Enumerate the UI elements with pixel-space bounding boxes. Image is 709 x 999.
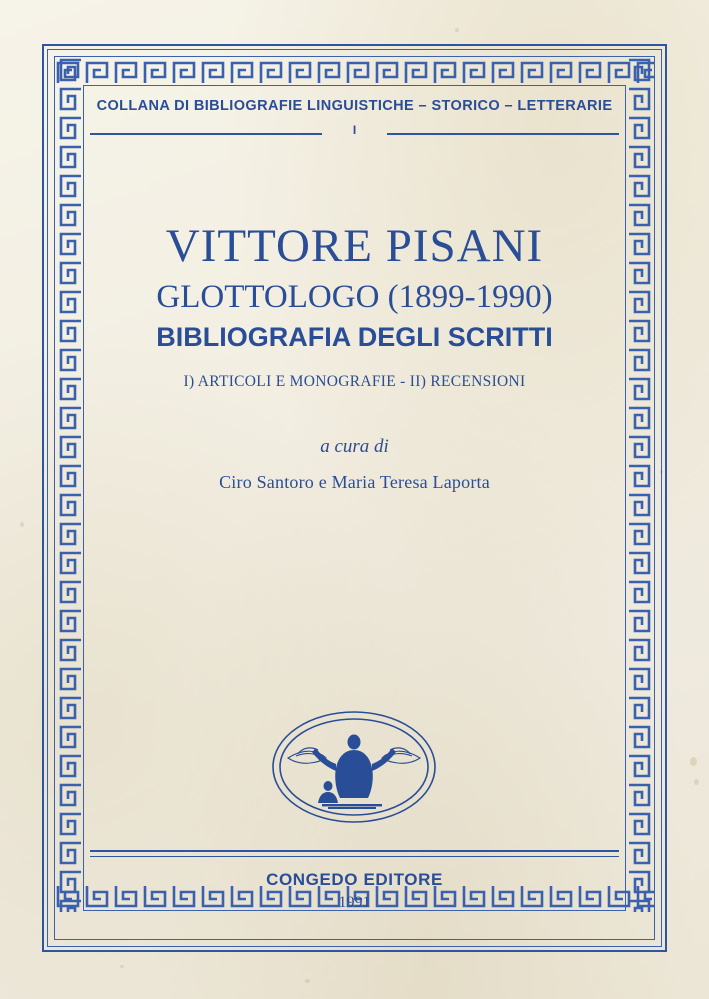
- paper-speckle: [120, 965, 124, 968]
- footer-rule-thick: [90, 850, 619, 852]
- series-number-rule: [90, 123, 619, 142]
- subtitle-sections: I) ARTICOLI E MONOGRAFIE - II) RECENSIONI: [183, 373, 526, 391]
- footer-rule-thin: [90, 856, 619, 857]
- publication-year: 1991: [338, 894, 371, 911]
- series-title: COLLANA DI BIBLIOGRAFIE LINGUISTICHE – STORICO – LETTERARIE: [96, 98, 613, 114]
- subtitle-profession-dates: GLOTTOLOGO (1899-1990): [156, 279, 553, 316]
- cover-content: [84, 86, 625, 910]
- paper-speckle: [305, 979, 310, 983]
- editors-block: [84, 436, 625, 493]
- greek-key-pattern-right-icon: [626, 57, 655, 912]
- subtitle-bibliography: BIBLIOGRAFIA DEGLI SCRITTI: [156, 322, 553, 353]
- page-title: VITTORE PISANI: [165, 220, 544, 272]
- publisher-name: CONGEDO EDITORE: [266, 870, 443, 889]
- edited-by-label: a cura di: [320, 436, 389, 457]
- footer-rules: [90, 850, 619, 860]
- publisher-emblem-icon: [270, 708, 438, 826]
- series-number: I: [352, 123, 357, 137]
- paper-speckle: [20, 522, 24, 527]
- paper-speckle: [694, 779, 699, 785]
- paper-speckle: [455, 28, 459, 32]
- greek-key-pattern-top-icon: [55, 57, 654, 86]
- greek-key-pattern-left-icon: [55, 57, 84, 912]
- rule-right: [387, 133, 619, 135]
- title-block: [84, 222, 625, 391]
- paper-speckle: [690, 757, 697, 766]
- editor-names: Ciro Santoro e Maria Teresa Laporta: [219, 472, 490, 492]
